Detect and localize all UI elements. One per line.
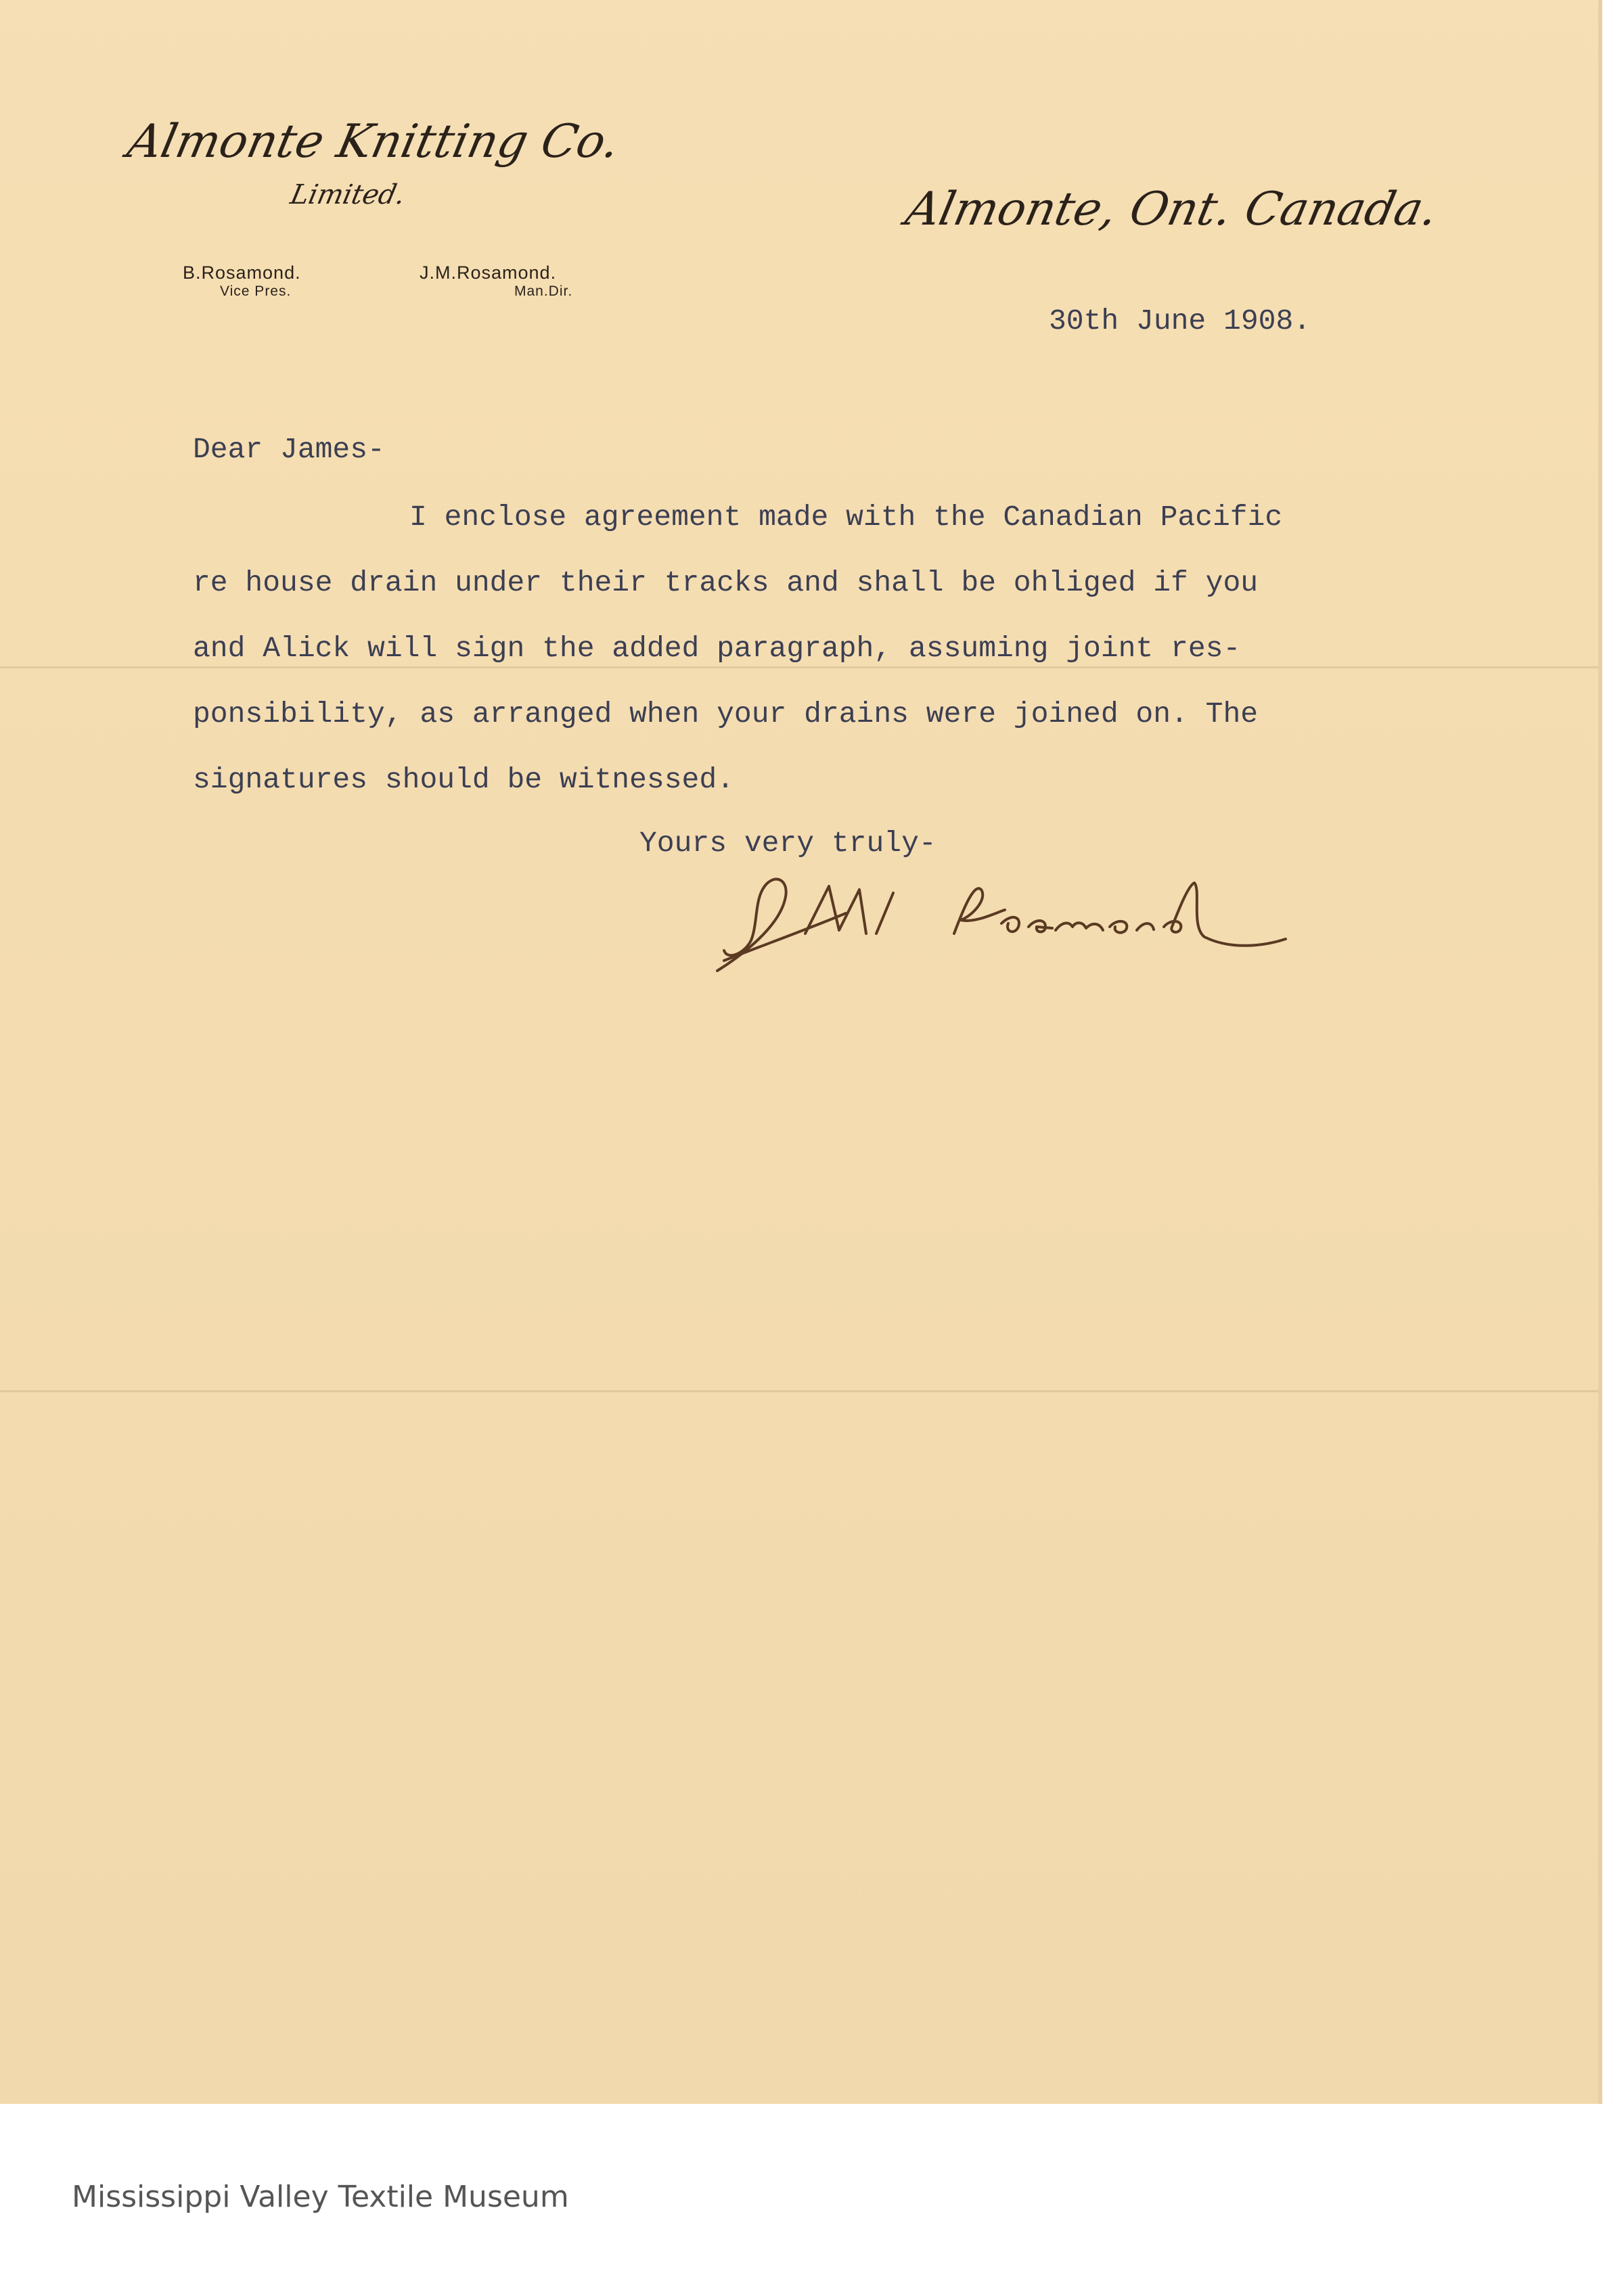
body-line: re house drain under their tracks and shall be ohliged if you	[193, 566, 1259, 599]
officer-managing-director	[420, 262, 572, 300]
museum-credit: Mississippi Valley Textile Museum	[72, 2180, 569, 2214]
body-line: I enclose agreement made with the Canadian Pacific	[409, 501, 1283, 534]
officer-vice-president	[183, 262, 301, 300]
company-limited: Limited.	[288, 179, 409, 210]
fold-line	[0, 1390, 1598, 1392]
handwritten-signature	[704, 859, 1313, 981]
closing: Yours very truly-	[639, 827, 937, 860]
letterhead-location: Almonte, Ont. Canada.	[901, 183, 1443, 236]
letter-date: 30th June 1908.	[1049, 304, 1311, 338]
officer-name: J.M.Rosamond.	[420, 262, 557, 283]
officer-title: Man.Dir.	[514, 283, 573, 299]
officer-title: Vice Pres.	[220, 283, 292, 299]
officer-name: B.Rosamond.	[183, 262, 301, 283]
body-line: signatures should be witnessed.	[193, 763, 734, 796]
company-name: Almonte Knitting Co.	[122, 115, 625, 168]
body-line: and Alick will sign the added paragraph, assuming joint res-	[193, 632, 1241, 665]
fold-line	[0, 666, 1598, 668]
body-line: ponsibility, as arranged when your drains were joined on. The	[193, 697, 1259, 731]
salutation: Dear James-	[193, 433, 385, 466]
